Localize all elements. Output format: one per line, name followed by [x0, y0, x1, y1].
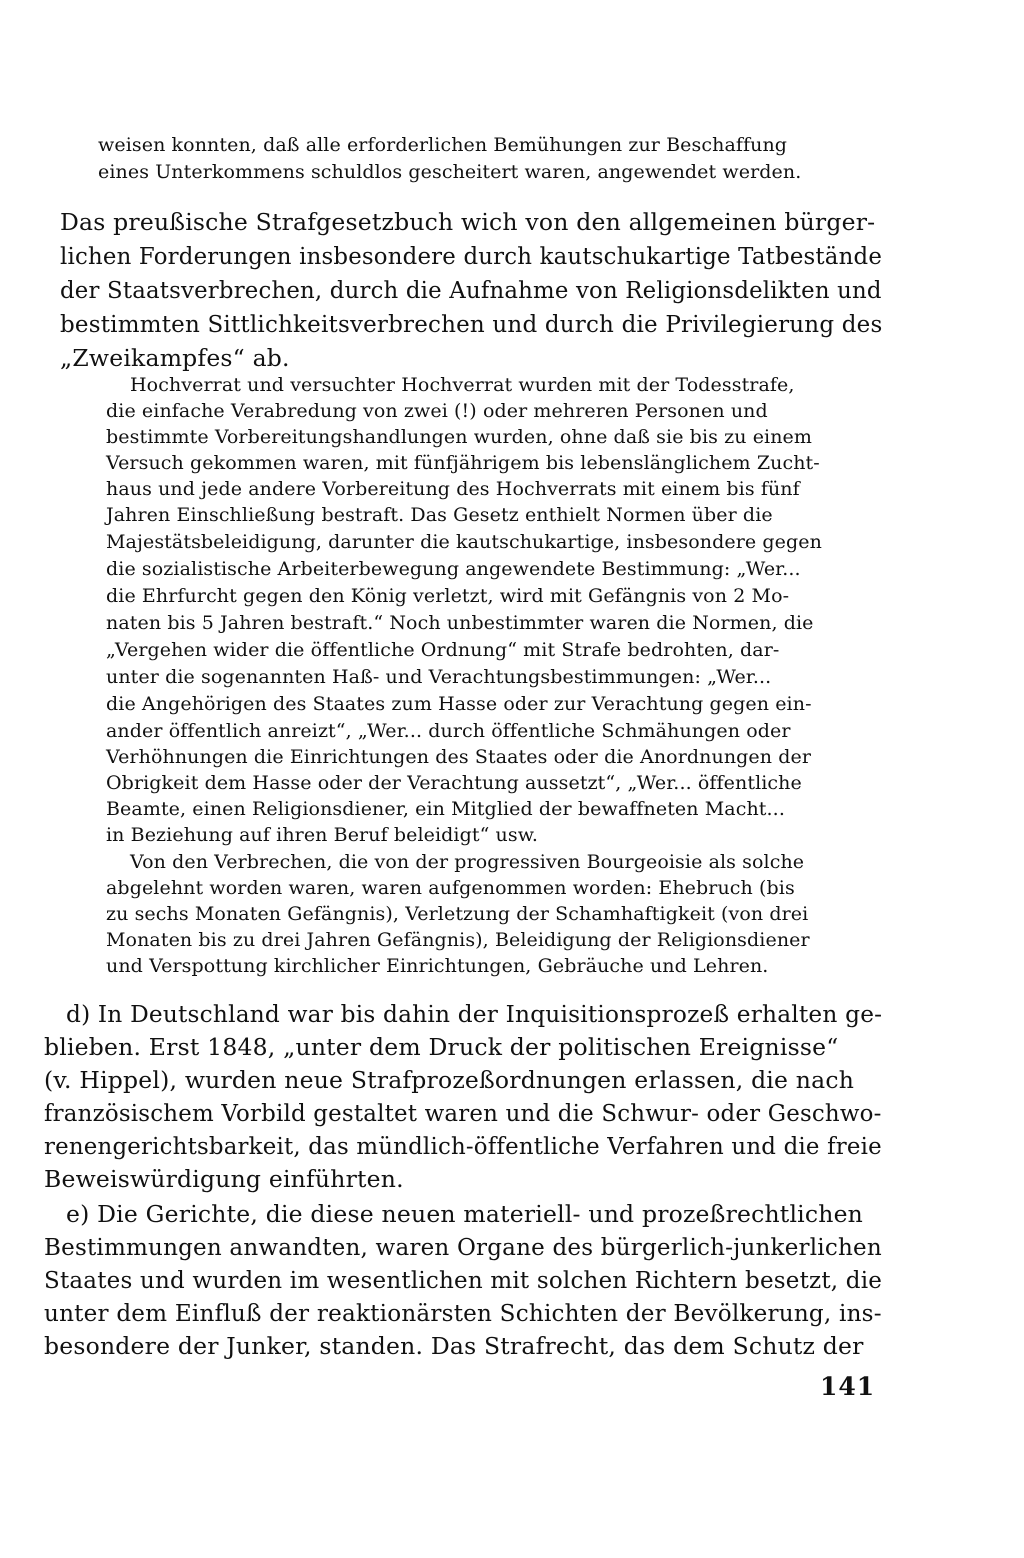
text-line: die Ehrfurcht gegen den König verletzt, wird mit Gefängnis von 2 Mo-: [106, 585, 790, 607]
text-line: in Beziehung auf ihren Beruf beleidigt“ usw.: [106, 824, 538, 846]
text-line: und Verspottung kirchlicher Einrichtungen, Gebräuche und Lehren.: [106, 955, 769, 977]
text-line: ander öffentlich anreizt“, „Wer... durch öffentliche Schmähungen oder: [106, 720, 791, 742]
text-line: die einfache Verabredung von zwei (!) oder mehreren Personen und: [106, 400, 768, 422]
text-line: die sozialistische Arbeiterbewegung angewendete Bestimmung: „Wer...: [106, 558, 801, 580]
text-line: bestimmte Vorbereitungshandlungen wurden, ohne daß sie bis zu einem: [106, 426, 813, 448]
text-line: Beamte, einen Religionsdiener, ein Mitglied der bewaffneten Macht...: [106, 798, 785, 820]
text-line: französischem Vorbild gestaltet waren und die Schwur- oder Geschwo-: [44, 1099, 882, 1127]
text-line: haus und jede andere Vorbereitung des Hochverrats mit einem bis fünf: [106, 478, 800, 500]
text-line: unter dem Einfluß der reaktionärsten Schichten der Bevölkerung, ins-: [44, 1299, 882, 1327]
text-line: e) Die Gerichte, die diese neuen materiell- und prozeßrechtlichen: [66, 1200, 864, 1228]
text-line: d) In Deutschland war bis dahin der Inquisitionsprozeß erhalten ge-: [66, 1000, 883, 1028]
text-line: Versuch gekommen waren, mit fünfjährigem bis lebenslänglichem Zucht-: [106, 452, 820, 474]
text-line: abgelehnt worden waren, waren aufgenommen worden: Ehebruch (bis: [106, 877, 795, 899]
text-line: (v. Hippel), wurden neue Strafprozeßordnungen erlassen, die nach: [44, 1066, 855, 1094]
text-line: weisen konnten, daß alle erforderlichen Bemühungen zur Beschaffung: [98, 134, 788, 156]
text-line: „Zweikampfes“ ab.: [60, 344, 290, 372]
text-line: besondere der Junker, standen. Das Strafrecht, das dem Schutz der: [44, 1332, 864, 1360]
text-line: zu sechs Monaten Gefängnis), Verletzung der Schamhaftigkeit (von drei: [106, 903, 809, 925]
text-line: unter die sogenannten Haß- und Verachtungsbestimmungen: „Wer...: [106, 666, 772, 688]
page-number: 141: [820, 1372, 876, 1401]
text-line: Von den Verbrechen, die von der progressiven Bourgeoisie als solche: [130, 851, 805, 873]
text-line: Beweiswürdigung einführten.: [44, 1165, 404, 1193]
text-line: Staates und wurden im wesentlichen mit solchen Richtern besetzt, die: [44, 1266, 883, 1294]
text-line: lichen Forderungen insbesondere durch kautschukartige Tatbestände: [60, 242, 883, 270]
text-line: Monaten bis zu drei Jahren Gefängnis), Beleidigung der Religionsdiener: [106, 929, 810, 951]
text-line: Das preußische Strafgesetzbuch wich von den allgemeinen bürger-: [60, 208, 876, 236]
text-line: Hochverrat und versuchter Hochverrat wurden mit der Todesstrafe,: [130, 374, 795, 396]
text-line: renengerichtsbarkeit, das mündlich-öffentliche Verfahren und die freie: [44, 1132, 882, 1160]
text-line: naten bis 5 Jahren bestraft.“ Noch unbestimmter waren die Normen, die: [106, 612, 814, 634]
text-line: Bestimmungen anwandten, waren Organe des bürgerlich-junkerlichen: [44, 1233, 882, 1261]
text-line: Obrigkeit dem Hasse oder der Verachtung aussetzt“, „Wer... öffentliche: [106, 772, 802, 794]
text-line: der Staatsverbrechen, durch die Aufnahme von Religionsdelikten und: [60, 276, 882, 304]
text-line: Verhöhnungen die Einrichtungen des Staates oder die Anordnungen der: [106, 746, 812, 768]
text-line: blieben. Erst 1848, „unter dem Druck der politischen Ereignisse“: [44, 1033, 839, 1061]
text-line: Majestätsbeleidigung, darunter die kautschukartige, insbesondere gegen: [106, 531, 822, 553]
text-line: die Angehörigen des Staates zum Hasse oder zur Verachtung gegen ein-: [106, 693, 812, 715]
text-line: Jahren Einschließung bestraft. Das Gesetz enthielt Normen über die: [106, 504, 773, 526]
text-line: eines Unterkommens schuldlos gescheitert waren, angewendet werden.: [98, 161, 802, 183]
text-line: „Vergehen wider die öffentliche Ordnung“ mit Strafe bedrohten, dar-: [106, 639, 780, 661]
text-line: bestimmten Sittlichkeitsverbrechen und durch die Privilegierung des: [60, 310, 883, 338]
